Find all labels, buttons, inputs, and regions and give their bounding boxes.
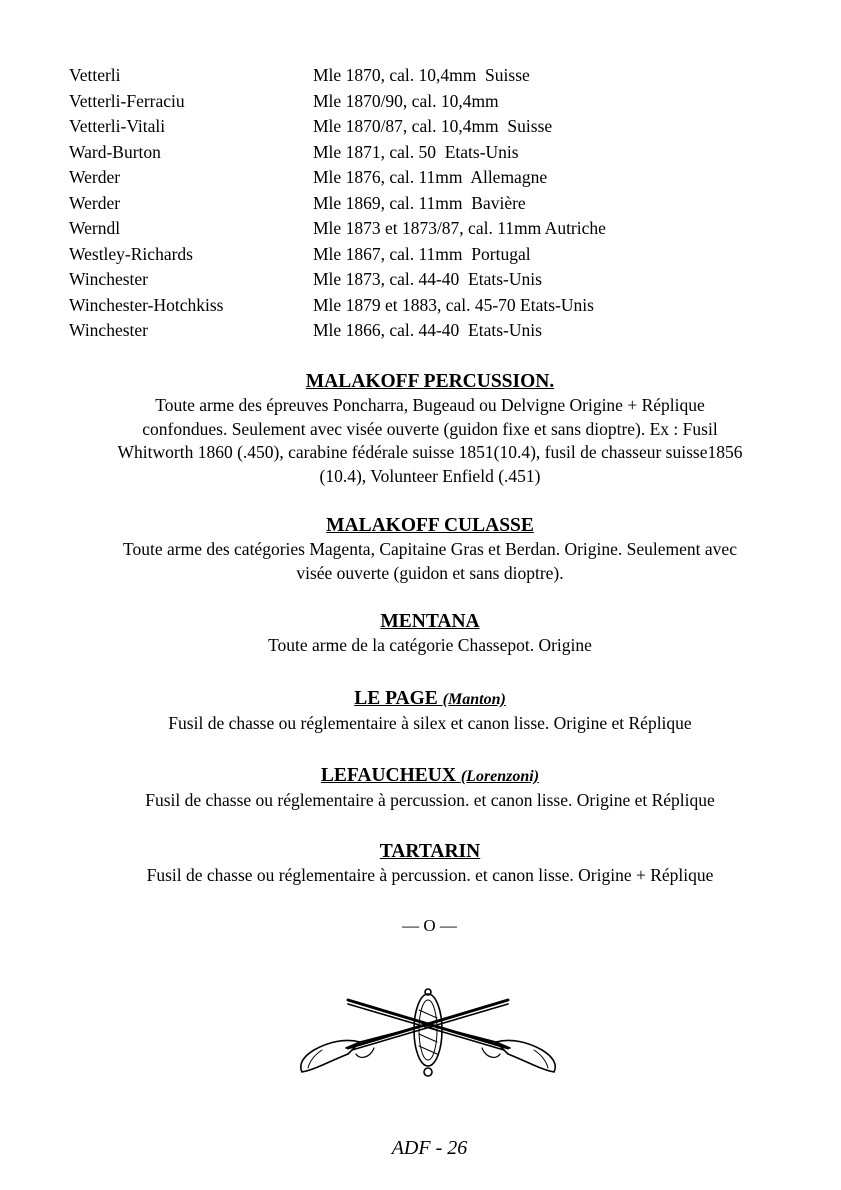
- rifle-name: Werder: [69, 167, 121, 187]
- divider: — O —: [402, 916, 457, 935]
- section-title: MALAKOFF PERCUSSION.: [305, 371, 555, 392]
- rifle-name: Werndl: [69, 218, 121, 238]
- table-row: [69, 191, 606, 217]
- section-text-line: visée ouverte (guidon et sans dioptre).: [296, 562, 564, 583]
- table-row: [69, 318, 606, 344]
- rifle-name: Winchester: [69, 269, 148, 289]
- section-subtitle: (Manton): [442, 691, 506, 708]
- section-heading: [60, 764, 800, 789]
- rifle-name: Winchester: [69, 320, 148, 340]
- rifle-name: Vetterli: [69, 65, 121, 85]
- crossed-rifles-icon: [296, 988, 560, 1093]
- table-row: [69, 114, 606, 140]
- section-text-line: Toute arme des catégories Magenta, Capitaine Gras et Berdan. Origine. Seulement avec: [123, 539, 737, 559]
- table-row: [69, 140, 606, 166]
- rifle-name: Vetterli-Ferraciu: [69, 90, 185, 111]
- section-title: LE PAGE: [354, 688, 438, 709]
- table-row: [69, 267, 606, 293]
- section-malakoff-culasse: [60, 514, 800, 585]
- table-row: [69, 63, 606, 89]
- rifle-name: Ward-Burton: [69, 141, 161, 162]
- rifle-spec: Mle 1873, cal. 44-40 Etats-Unis: [313, 269, 542, 289]
- section-text-line: (10.4), Volunteer Enfield (.451): [319, 465, 541, 486]
- section-text-line: Toute arme de la catégorie Chassepot. Origine: [268, 635, 592, 655]
- section-subtitle: (Lorenzoni): [460, 768, 540, 785]
- rifle-spec: Mle 1876, cal. 11mm Allemagne: [313, 167, 548, 187]
- rifle-name: Vetterli-Vitali: [69, 116, 166, 136]
- rifle-name: Werder: [69, 192, 121, 213]
- section-mentana: [60, 610, 800, 658]
- section-text-line: confondues. Seulement avec visée ouverte (guidon fixe et sans dioptre). Ex : Fusil: [142, 418, 718, 439]
- section-text-line: Fusil de chasse ou réglementaire à percussion. et canon lisse. Origine + Réplique: [146, 865, 714, 885]
- section-text-line: Whitworth 1860 (.450), carabine fédérale suisse 1851(10.4), fusil de chasseur suisse1856: [117, 442, 743, 462]
- rifle-spec: Mle 1879 et 1883, cal. 45-70 Etats-Unis: [313, 294, 594, 315]
- rifle-spec: Mle 1870/90, cal. 10,4mm: [313, 90, 499, 111]
- rifle-spec: Mle 1866, cal. 44-40 Etats-Unis: [313, 320, 542, 340]
- section-heading: [60, 687, 800, 712]
- section-le-page: [60, 687, 800, 736]
- rifle-list: [69, 63, 606, 344]
- table-row: [69, 216, 606, 242]
- rifle-spec: Mle 1873 et 1873/87, cal. 11mm Autriche: [313, 218, 606, 238]
- section-text-line: Fusil de chasse ou réglementaire à percussion. et canon lisse. Origine et Réplique: [145, 790, 715, 810]
- section-text-line: Fusil de chasse ou réglementaire à silex et canon lisse. Origine et Réplique: [168, 713, 692, 733]
- rifle-name: Westley-Richards: [69, 243, 193, 264]
- section-lefaucheux: [60, 764, 800, 813]
- table-row: [69, 242, 606, 268]
- rifle-name: Winchester-Hotchkiss: [69, 294, 224, 315]
- table-row: [69, 165, 606, 191]
- table-row: [69, 293, 606, 319]
- rifle-spec: Mle 1870/87, cal. 10,4mm Suisse: [313, 116, 553, 136]
- rifle-spec: Mle 1869, cal. 11mm Bavière: [313, 192, 526, 213]
- section-text-line: Toute arme des épreuves Poncharra, Bugeaud ou Delvigne Origine + Réplique: [155, 395, 705, 415]
- rifle-spec: Mle 1871, cal. 50 Etats-Unis: [313, 141, 519, 162]
- section-title: TARTARIN: [379, 841, 481, 862]
- rifle-spec: Mle 1870, cal. 10,4mm Suisse: [313, 65, 530, 85]
- section-malakoff-percussion: [60, 370, 800, 488]
- section-title: MALAKOFF CULASSE: [326, 515, 534, 536]
- section-tartarin: [60, 840, 800, 888]
- section-title: MENTANA: [380, 611, 480, 632]
- rifle-spec: Mle 1867, cal. 11mm Portugal: [313, 243, 531, 264]
- table-row: [69, 89, 606, 115]
- section-title: LEFAUCHEUX: [320, 765, 456, 786]
- page-footer: ADF - 26: [391, 1137, 468, 1159]
